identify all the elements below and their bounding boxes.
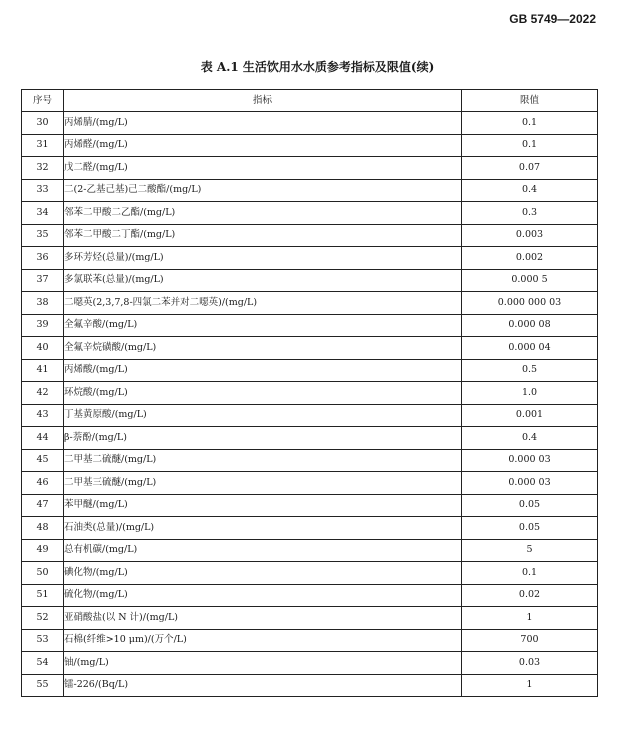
row-limit: 0.000 03	[462, 472, 598, 495]
table-row	[22, 427, 598, 450]
table-row	[22, 517, 598, 540]
row-limit: 0.000 5	[462, 269, 598, 292]
row-indicator: 苯甲醚/(mg/L)	[64, 494, 462, 517]
row-index: 47	[22, 494, 64, 517]
row-limit: 0.1	[462, 134, 598, 157]
row-indicator: 多环芳烃(总量)/(mg/L)	[64, 247, 462, 270]
row-indicator: 镭-226/(Bq/L)	[64, 674, 462, 697]
table-row	[22, 494, 598, 517]
row-indicator: 戊二醛/(mg/L)	[64, 157, 462, 180]
row-limit: 0.02	[462, 584, 598, 607]
row-limit: 0.1	[462, 112, 598, 135]
row-limit: 0.000 000 03	[462, 292, 598, 315]
row-index: 52	[22, 607, 64, 630]
table-row	[22, 584, 598, 607]
row-indicator: 碘化物/(mg/L)	[64, 562, 462, 585]
table-row	[22, 314, 598, 337]
row-index: 51	[22, 584, 64, 607]
row-index: 53	[22, 629, 64, 652]
row-indicator: 邻苯二甲酸二乙酯/(mg/L)	[64, 202, 462, 225]
row-index: 30	[22, 112, 64, 135]
row-limit: 0.07	[462, 157, 598, 180]
row-indicator: 全氟辛酸/(mg/L)	[64, 314, 462, 337]
row-limit: 700	[462, 629, 598, 652]
table-row	[22, 449, 598, 472]
row-indicator: 多氯联苯(总量)/(mg/L)	[64, 269, 462, 292]
table-row	[22, 179, 598, 202]
row-index: 39	[22, 314, 64, 337]
table-row	[22, 112, 598, 135]
row-indicator: 铀/(mg/L)	[64, 652, 462, 675]
row-index: 48	[22, 517, 64, 540]
row-limit: 0.03	[462, 652, 598, 675]
table-row	[22, 134, 598, 157]
table-row	[22, 607, 598, 630]
reference-indicators-table	[21, 89, 598, 697]
table-row	[22, 382, 598, 405]
row-limit: 1.0	[462, 382, 598, 405]
row-index: 55	[22, 674, 64, 697]
row-index: 32	[22, 157, 64, 180]
row-limit: 5	[462, 539, 598, 562]
table-row	[22, 562, 598, 585]
table-row	[22, 629, 598, 652]
row-limit: 1	[462, 674, 598, 697]
row-indicator: 二噁英(2,3,7,8-四氯二苯并对二噁英)/(mg/L)	[64, 292, 462, 315]
table-row	[22, 359, 598, 382]
row-index: 38	[22, 292, 64, 315]
row-indicator: 丙烯酸/(mg/L)	[64, 359, 462, 382]
row-indicator: 丁基黄原酸/(mg/L)	[64, 404, 462, 427]
row-index: 45	[22, 449, 64, 472]
row-index: 44	[22, 427, 64, 450]
row-index: 50	[22, 562, 64, 585]
table-header-row	[22, 90, 598, 112]
row-limit: 0.05	[462, 517, 598, 540]
row-limit: 0.002	[462, 247, 598, 270]
row-indicator: 二甲基三硫醚/(mg/L)	[64, 472, 462, 495]
row-limit: 0.000 03	[462, 449, 598, 472]
row-index: 37	[22, 269, 64, 292]
row-limit: 0.5	[462, 359, 598, 382]
row-indicator: 亚硝酸盐(以 N 计)/(mg/L)	[64, 607, 462, 630]
row-limit: 0.4	[462, 427, 598, 450]
column-header-limit: 限值	[462, 90, 598, 112]
row-index: 40	[22, 337, 64, 360]
row-limit: 0.003	[462, 224, 598, 247]
row-indicator: β-萘酚/(mg/L)	[64, 427, 462, 450]
table-row	[22, 292, 598, 315]
row-index: 54	[22, 652, 64, 675]
row-limit: 0.000 08	[462, 314, 598, 337]
row-indicator: 全氟辛烷磺酸/(mg/L)	[64, 337, 462, 360]
row-indicator: 硫化物/(mg/L)	[64, 584, 462, 607]
row-index: 41	[22, 359, 64, 382]
row-limit: 0.000 04	[462, 337, 598, 360]
row-limit: 0.1	[462, 562, 598, 585]
row-indicator: 总有机碳/(mg/L)	[64, 539, 462, 562]
row-index: 49	[22, 539, 64, 562]
row-index: 43	[22, 404, 64, 427]
row-index: 33	[22, 179, 64, 202]
row-limit: 0.001	[462, 404, 598, 427]
row-index: 31	[22, 134, 64, 157]
table-row	[22, 539, 598, 562]
row-index: 42	[22, 382, 64, 405]
table-row	[22, 337, 598, 360]
row-index: 36	[22, 247, 64, 270]
table-row	[22, 202, 598, 225]
column-header-indicator: 指标	[64, 90, 462, 112]
row-index: 34	[22, 202, 64, 225]
row-indicator: 二(2-乙基己基)己二酸酯/(mg/L)	[64, 179, 462, 202]
standard-number: GB 5749—2022	[509, 12, 596, 26]
row-indicator: 邻苯二甲酸二丁酯/(mg/L)	[64, 224, 462, 247]
row-indicator: 丙烯腈/(mg/L)	[64, 112, 462, 135]
row-indicator: 二甲基二硫醚/(mg/L)	[64, 449, 462, 472]
row-indicator: 丙烯醛/(mg/L)	[64, 134, 462, 157]
row-limit: 0.4	[462, 179, 598, 202]
table-row	[22, 674, 598, 697]
row-indicator: 石油类(总量)/(mg/L)	[64, 517, 462, 540]
table-row	[22, 472, 598, 495]
row-limit: 0.05	[462, 494, 598, 517]
row-indicator: 环烷酸/(mg/L)	[64, 382, 462, 405]
table-row	[22, 404, 598, 427]
table-row	[22, 224, 598, 247]
table-title: 表 A.1 生活饮用水水质参考指标及限值(续)	[200, 60, 435, 74]
table-row	[22, 157, 598, 180]
table-row	[22, 269, 598, 292]
row-indicator: 石棉(纤维>10 μm)/(万个/L)	[64, 629, 462, 652]
row-index: 35	[22, 224, 64, 247]
column-header-index: 序号	[22, 90, 64, 112]
row-index: 46	[22, 472, 64, 495]
table-row	[22, 247, 598, 270]
row-limit: 0.3	[462, 202, 598, 225]
table-row	[22, 652, 598, 675]
row-limit: 1	[462, 607, 598, 630]
